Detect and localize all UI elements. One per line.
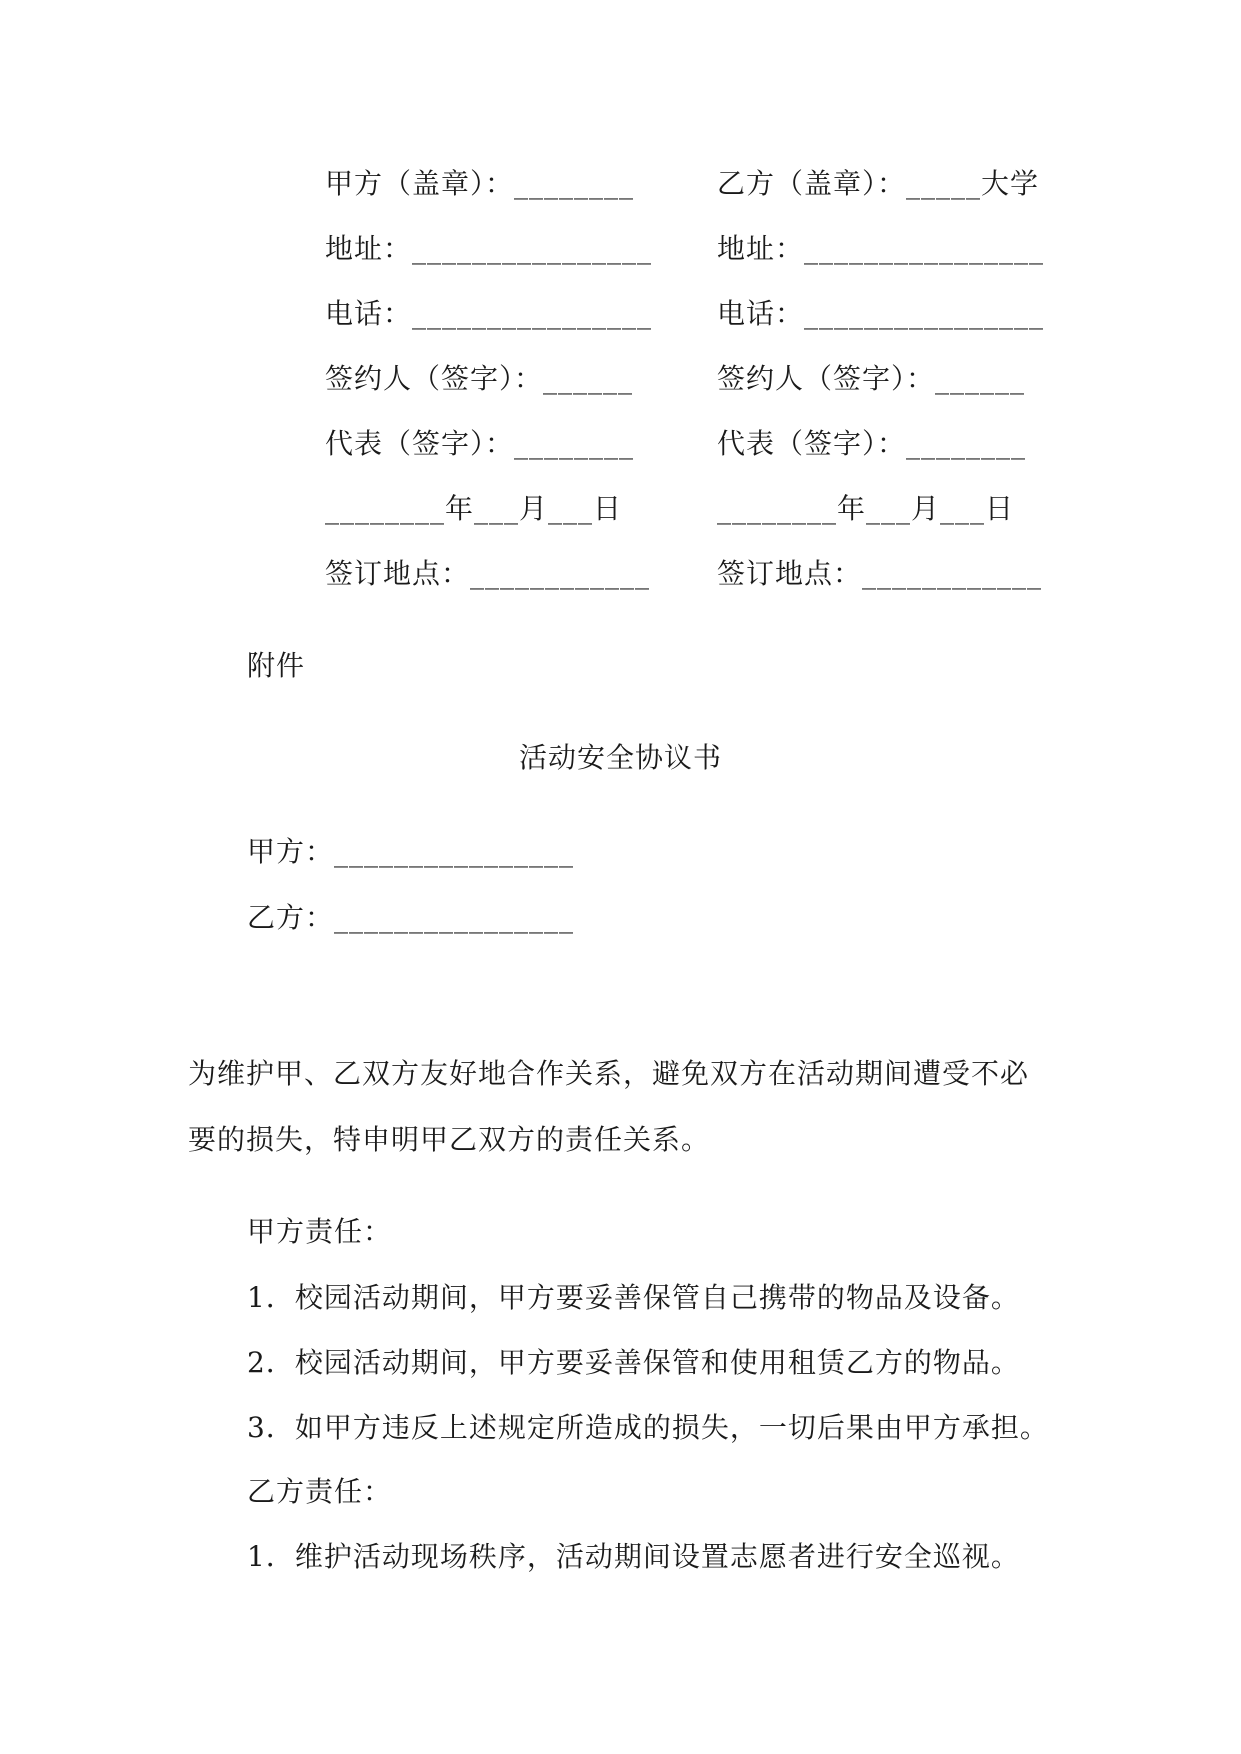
party-b-seal-field: 乙方（盖章）：_____大学 — [717, 167, 1040, 200]
agreement-party-a: 甲方：________________ — [247, 835, 575, 868]
party-a-representative-field: 代表（签字）：________ — [325, 427, 635, 460]
party-b-location-field: 签订地点：____________ — [717, 557, 1043, 590]
party-a-address-field: 地址：________________ — [325, 232, 653, 265]
intro-paragraph-line-2: 要的损失，特申明甲乙双方的责任关系。 — [188, 1123, 711, 1156]
party-a-phone-field: 电话：________________ — [325, 297, 653, 330]
party-b-item-1: 1．维护活动现场秩序，活动期间设置志愿者进行安全巡视。 — [247, 1540, 1020, 1573]
party-a-item-1: 1．校园活动期间，甲方要妥善保管自己携带的物品及设备。 — [247, 1281, 1020, 1314]
party-a-item-2: 2．校园活动期间，甲方要妥善保管和使用租赁乙方的物品。 — [247, 1346, 1020, 1379]
party-a-item-3: 3．如甲方违反上述规定所造成的损失，一切后果由甲方承担。 — [247, 1411, 1049, 1444]
agreement-party-b: 乙方：________________ — [247, 901, 575, 934]
agreement-title: 活动安全协议书 — [518, 741, 722, 774]
party-b-signatory-field: 签约人（签字）：______ — [717, 362, 1026, 395]
party-b-responsibilities-heading: 乙方责任： — [247, 1475, 393, 1508]
party-b-phone-field: 电话：________________ — [717, 297, 1045, 330]
party-b-representative-field: 代表（签字）：________ — [717, 427, 1027, 460]
party-a-responsibilities-heading: 甲方责任： — [247, 1215, 393, 1248]
party-a-location-field: 签订地点：____________ — [325, 557, 651, 590]
party-b-address-field: 地址：________________ — [717, 232, 1045, 265]
party-a-signatory-field: 签约人（签字）：______ — [325, 362, 634, 395]
party-a-seal-field: 甲方（盖章）：________ — [325, 167, 635, 200]
intro-paragraph-line-1: 为维护甲、乙双方友好地合作关系，避免双方在活动期间遭受不必 — [188, 1057, 1030, 1090]
party-b-date-field: ________年___月___日 — [717, 492, 1015, 525]
attachment-label: 附件 — [247, 649, 306, 682]
party-a-date-field: ________年___月___日 — [325, 492, 623, 525]
